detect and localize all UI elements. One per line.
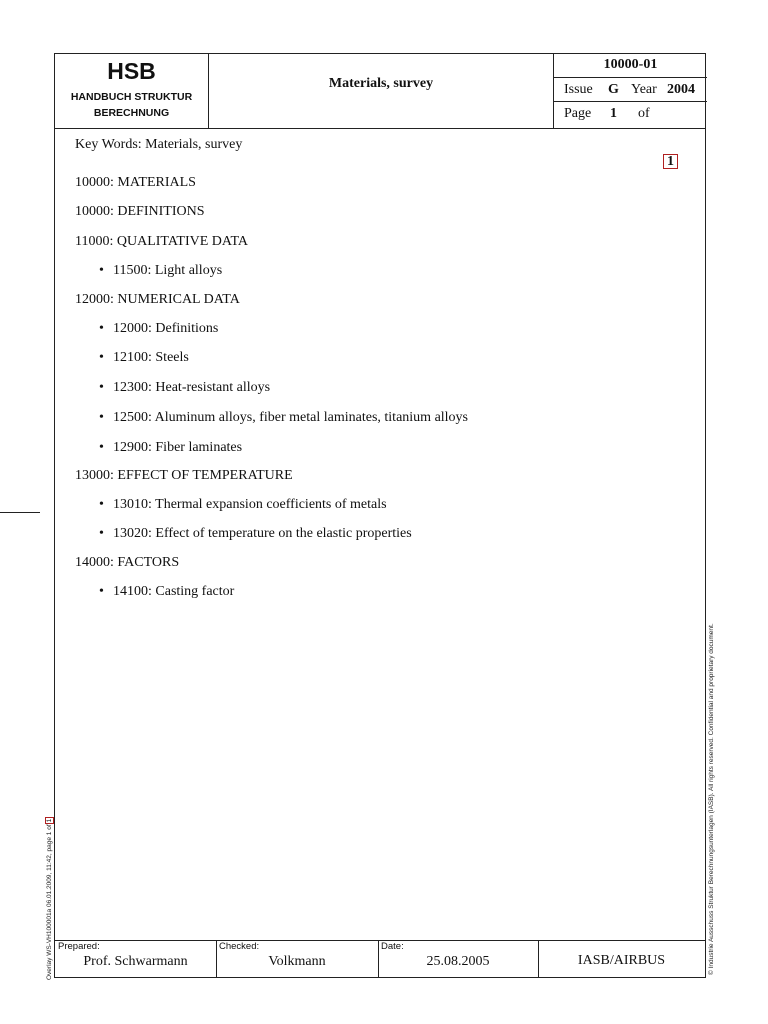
section-heading: 14000: FACTORS — [75, 555, 180, 570]
left-margin-note-box: 1 — [46, 818, 53, 823]
left-margin-note: Overlay WS-VH100001a 06.01.2009, 11:42, page 1 of1 — [46, 818, 53, 980]
copyright-note: © Industrie Ausschuss Struktur Berechnungsunterlagen (IASB). All rights reserved. Confidential and proprietary document. — [708, 623, 715, 975]
document-title: Materials, survey — [328, 76, 434, 91]
issue-row — [554, 78, 707, 102]
doc-number: 10000-01 — [603, 57, 658, 72]
doc-number-row — [554, 54, 707, 78]
section-heading: 11000: QUALITATIVE DATA — [75, 234, 248, 249]
prepared-cell — [55, 941, 217, 977]
list-item: 12100: Steels — [113, 350, 189, 365]
prepared-value: Prof. Schwarmann — [83, 954, 188, 969]
section-heading: 10000: MATERIALS — [75, 175, 196, 190]
keywords: Key Words: Materials, survey — [75, 137, 243, 152]
list-item: 11500: Light alloys — [113, 263, 223, 278]
section-heading: 10000: DEFINITIONS — [75, 204, 205, 219]
organization-value: IASB/AIRBUS — [577, 953, 666, 968]
section-heading: 13000: EFFECT OF TEMPERATURE — [75, 468, 293, 483]
bullet-icon: • — [99, 263, 104, 278]
date-value: 25.08.2005 — [426, 954, 490, 969]
of-label: of — [638, 106, 650, 121]
year-value: 2004 — [667, 82, 695, 97]
issue-label: Issue — [564, 82, 593, 97]
prepared-label: Prepared: — [58, 941, 100, 952]
page-value: 1 — [610, 106, 617, 121]
list-item: 12500: Aluminum alloys, fiber metal laminates, titanium alloys — [113, 410, 469, 425]
list-item: 12000: Definitions — [113, 321, 219, 336]
bullet-icon: • — [99, 440, 104, 455]
bullet-icon: • — [99, 526, 104, 541]
document-frame — [54, 53, 706, 978]
bullet-icon: • — [99, 584, 104, 599]
bullet-icon: • — [99, 380, 104, 395]
section-heading: 12000: NUMERICAL DATA — [75, 292, 240, 307]
bullet-icon: • — [99, 497, 104, 512]
list-item: 13010: Thermal expansion coefficients of metals — [113, 497, 387, 512]
org-line-2: BERECHNUNG — [93, 107, 170, 119]
bullet-icon: • — [99, 321, 104, 336]
bullet-icon: • — [99, 410, 104, 425]
list-item: 13020: Effect of temperature on the elastic properties — [113, 526, 412, 541]
list-item: 14100: Casting factor — [113, 584, 235, 599]
checked-cell — [216, 941, 379, 977]
page-label: Page — [564, 106, 592, 121]
org-line-1: HANDBUCH STRUKTUR — [70, 91, 193, 103]
checked-value: Volkmann — [268, 954, 326, 969]
bullet-icon: • — [99, 350, 104, 365]
left-margin-rule — [0, 512, 40, 513]
date-cell — [378, 941, 539, 977]
logo-block — [55, 54, 209, 128]
date-label: Date: — [381, 941, 404, 952]
meta-block — [553, 54, 707, 169]
page-row — [554, 102, 707, 169]
total-pages-link[interactable]: 1 — [663, 154, 678, 169]
issue-value: G — [608, 82, 619, 97]
year-label: Year — [631, 82, 657, 97]
list-item: 12900: Fiber laminates — [113, 440, 243, 455]
list-item: 12300: Heat-resistant alloys — [113, 380, 271, 395]
footer — [55, 940, 705, 977]
organization-cell — [538, 941, 705, 977]
logo-text: HSB — [107, 58, 156, 84]
checked-label: Checked: — [219, 941, 260, 952]
